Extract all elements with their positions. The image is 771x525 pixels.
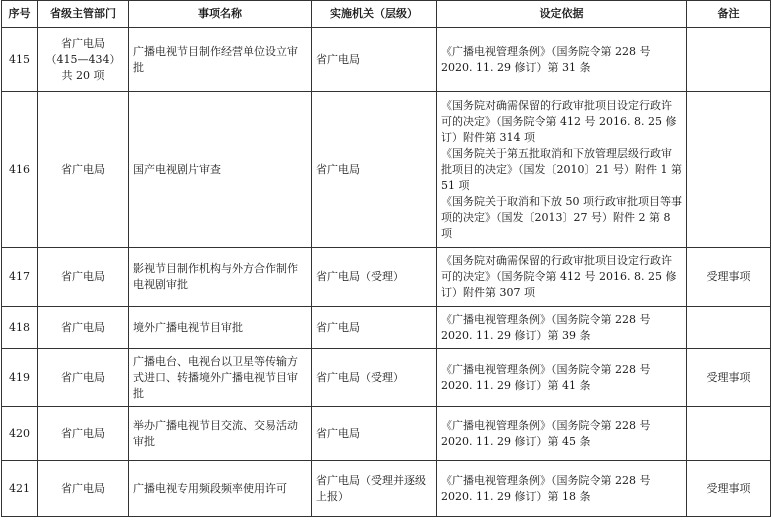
approval-items-table (1, 0, 771, 517)
row-number: 421 (2, 461, 38, 517)
header-agency: 实施机关（层级） (312, 1, 437, 28)
note-cell: 受理事项 (687, 349, 771, 407)
department-cell: 省广电局 (38, 349, 129, 407)
department-cell: 省广电局 (38, 248, 129, 307)
agency-cell: 省广电局 (312, 92, 437, 248)
table-row (2, 28, 771, 92)
note-cell: 受理事项 (687, 461, 771, 517)
basis-text: 《广播电视管理条例》（国务院令第 228 号 2020. 11. 29 修订）第 41 条 (441, 362, 651, 392)
item-name-cell: 举办广播电视节目交流、交易活动审批 (129, 407, 312, 461)
item-name-cell: 境外广播电视节目审批 (129, 307, 312, 349)
row-number: 416 (2, 92, 38, 248)
row-number: 415 (2, 28, 38, 92)
header-no: 序号 (2, 1, 38, 28)
item-name-cell: 广播电视节目制作经营单位设立审批 (129, 28, 312, 92)
header-dept: 省级主管部门 (38, 1, 129, 28)
basis-text: 《广播电视管理条例》（国务院令第 228 号 2020. 11. 29 修订）第 45 条 (441, 418, 651, 448)
note-cell (687, 92, 771, 248)
item-name-cell: 影视节目制作机构与外方合作制作电视剧审批 (129, 248, 312, 307)
department-cell: 省广电局 (38, 461, 129, 517)
basis-text: 《广播电视管理条例》（国务院令第 228 号 2020. 11. 29 修订）第 39 条 (441, 312, 651, 342)
table-row (2, 248, 771, 307)
row-number: 420 (2, 407, 38, 461)
department-cell: 省广电局 (38, 407, 129, 461)
department-cell: 省广电局 (38, 307, 129, 349)
table-row (2, 92, 771, 248)
basis-cell (437, 349, 687, 407)
table-row (2, 349, 771, 407)
header-item: 事项名称 (129, 1, 312, 28)
basis-cell (437, 461, 687, 517)
agency-cell: 省广电局（受理） (312, 349, 437, 407)
table-row (2, 407, 771, 461)
basis-cell (437, 307, 687, 349)
basis-text: 《广播电视管理条例》（国务院令第 228 号 2020. 11. 29 修订）第 18 条 (441, 473, 651, 503)
header-note: 备注 (687, 1, 771, 28)
header-basis: 设定依据 (437, 1, 687, 28)
basis-text: 《国务院关于取消和下放 50 项行政审批项目等事项的决定》（国发〔2013〕27 号）附件 2 第 8 项 (441, 194, 682, 240)
agency-cell: 省广电局 (312, 307, 437, 349)
basis-cell (437, 28, 687, 92)
agency-cell: 省广电局（受理） (312, 248, 437, 307)
department-cell: 省广电局 （415—434） 共 20 项 (38, 28, 129, 92)
basis-cell (437, 248, 687, 307)
note-cell (687, 28, 771, 92)
note-cell (687, 407, 771, 461)
agency-cell: 省广电局 (312, 28, 437, 92)
basis-text: 《国务院对确需保留的行政审批项目设定行政许可的决定》（国务院令第 412 号 2016. 8. 25 修订）附件第 307 项 (441, 254, 677, 299)
note-cell (687, 307, 771, 349)
basis-text: 《国务院关于第五批取消和下放管理层级行政审批项目的决定》（国发〔2010〕21 号）附件 1 第 51 项 (441, 146, 682, 192)
basis-cell (437, 92, 687, 248)
agency-cell: 省广电局 (312, 407, 437, 461)
item-name-cell: 广播电台、电视台以卫星等传输方式进口、转播境外广播电视节目审批 (129, 349, 312, 407)
table-row (2, 307, 771, 349)
row-number: 419 (2, 349, 38, 407)
basis-text: 《国务院对确需保留的行政审批项目设定行政许可的决定》（国务院令第 412 号 2016. 8. 25 修订）附件第 314 项 (441, 98, 677, 144)
row-number: 418 (2, 307, 38, 349)
item-name-cell: 广播电视专用频段频率使用许可 (129, 461, 312, 517)
department-cell: 省广电局 (38, 92, 129, 248)
note-cell: 受理事项 (687, 248, 771, 307)
header-row (2, 1, 771, 28)
row-number: 417 (2, 248, 38, 307)
item-name-cell: 国产电视剧片审查 (129, 92, 312, 248)
basis-text: 《广播电视管理条例》（国务院令第 228 号 2020. 11. 29 修订）第 31 条 (441, 44, 651, 74)
agency-cell: 省广电局（受理并逐级上报） (312, 461, 437, 517)
table-row (2, 461, 771, 517)
basis-cell (437, 407, 687, 461)
